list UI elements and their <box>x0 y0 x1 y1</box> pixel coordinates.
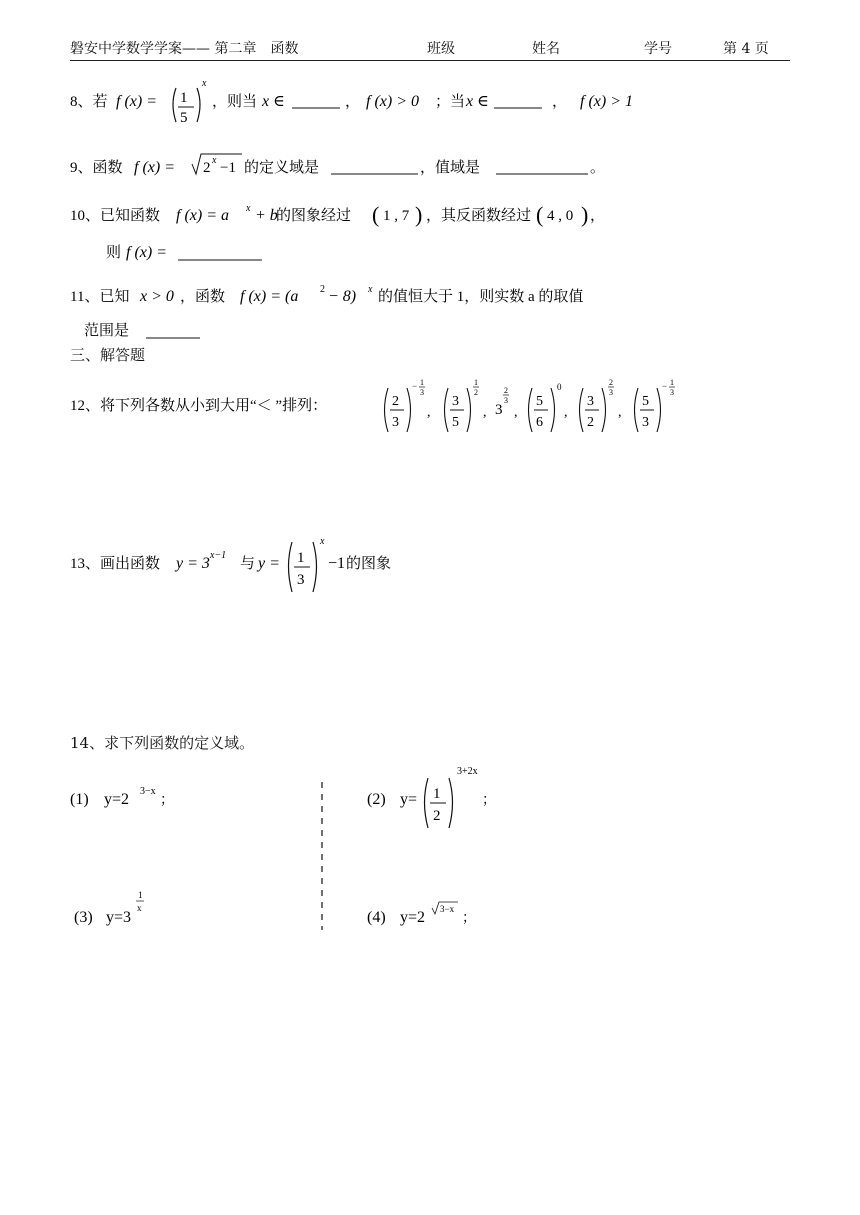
question-9-formula <box>70 148 790 182</box>
svg-text:2: 2 <box>320 284 325 295</box>
svg-text:y=: y= <box>400 791 418 808</box>
svg-text:1: 1 <box>670 378 674 387</box>
question-10 <box>70 198 790 270</box>
q13-text1: 13、画出函数 <box>70 556 161 572</box>
question-11 <box>70 282 790 342</box>
question-12 <box>70 380 790 440</box>
question-8 <box>70 72 790 128</box>
part-3-label: (3) <box>74 909 93 926</box>
svg-text:−1: −1 <box>328 555 346 572</box>
q8-number: 8、若 <box>70 94 108 110</box>
q9-number: 9、函数 <box>70 160 123 176</box>
svg-text:5: 5 <box>452 415 459 430</box>
svg-text:y=2: y=2 <box>400 909 426 926</box>
svg-text:f (x) =: f (x) = <box>126 244 167 261</box>
name-label: 姓名 <box>532 41 560 57</box>
q8-x-in: x ∈ <box>262 93 285 110</box>
q8-text1: ，则当 <box>212 94 258 110</box>
svg-text:；: ； <box>160 793 174 808</box>
svg-text:,: , <box>514 405 518 420</box>
svg-text:3+2x: 3+2x <box>457 766 478 777</box>
svg-text:3: 3 <box>452 394 459 409</box>
q8-exponent: x <box>202 78 207 89</box>
svg-text:6: 6 <box>536 415 543 430</box>
svg-text:2: 2 <box>392 394 399 409</box>
svg-text:(: ( <box>536 202 544 227</box>
svg-text:−: − <box>412 381 418 391</box>
svg-text:，其反函数经过: ，其反函数经过 <box>426 208 532 224</box>
svg-text:的值恒大于 1，则实数 a 的取值: 的值恒大于 1，则实数 a 的取值 <box>378 289 584 305</box>
svg-text:1: 1 <box>138 890 143 900</box>
svg-text:x: x <box>212 155 217 166</box>
q13-text3: 的图象 <box>346 556 392 572</box>
page-number: 第 4 页 <box>723 41 769 57</box>
svg-text:y = 3: y = 3 <box>176 555 210 572</box>
svg-text:0: 0 <box>557 382 562 392</box>
svg-text:1: 1 <box>420 378 424 387</box>
svg-text:,: , <box>427 405 431 420</box>
svg-text:3: 3 <box>504 396 508 405</box>
svg-text:3: 3 <box>495 402 503 418</box>
question-9 <box>70 148 790 182</box>
svg-text:): ) <box>581 202 589 227</box>
q11-number: 11、已知 <box>70 289 130 305</box>
svg-text:− 8): − 8) <box>328 288 357 305</box>
svg-text:，: ， <box>552 94 568 110</box>
svg-text:x: x <box>368 284 373 295</box>
svg-text:x: x <box>246 203 251 214</box>
q8-function: f (x) = <box>116 93 157 110</box>
svg-text:5: 5 <box>536 394 543 409</box>
svg-text:；当: ；当 <box>435 94 466 110</box>
section-heading: 三、解答题 <box>70 346 146 364</box>
svg-text:3: 3 <box>670 388 674 397</box>
q12-text: 12、将下列各数从小到大用“＜ ”排列： <box>70 398 328 414</box>
svg-text:的图象经过: 的图象经过 <box>276 208 352 224</box>
svg-text:3: 3 <box>420 388 424 397</box>
svg-text:+ b: + b <box>255 207 278 224</box>
q8-condition-1: f (x) > 0 <box>366 93 419 110</box>
svg-text:y =: y = <box>258 555 280 572</box>
svg-text:，: ， <box>345 94 361 110</box>
question-13-formula <box>70 534 790 594</box>
q8-condition-2: f (x) > 1 <box>580 93 633 110</box>
q9-text2: ，值域是 <box>420 160 481 176</box>
question-14-parts <box>70 766 790 940</box>
svg-text:(: ( <box>372 202 380 227</box>
question-12-formula <box>70 380 790 440</box>
svg-text:则: 则 <box>106 245 122 261</box>
svg-text:，函数: ，函数 <box>180 289 226 305</box>
svg-text:x: x <box>137 903 142 913</box>
svg-text:3−x: 3−x <box>140 786 156 797</box>
q10-point-2: 4 , 0 <box>547 208 574 224</box>
question-8-formula <box>70 72 790 128</box>
svg-text:；: ； <box>462 911 476 926</box>
svg-text:2: 2 <box>203 160 211 176</box>
svg-text:): ) <box>415 202 423 227</box>
svg-text:3: 3 <box>642 415 649 430</box>
svg-text:,: , <box>618 405 622 420</box>
svg-text:y=2: y=2 <box>104 791 130 808</box>
svg-text:2: 2 <box>433 808 441 824</box>
svg-text:，: ， <box>590 208 606 224</box>
page-header <box>70 38 790 61</box>
class-label: 班级 <box>427 41 455 57</box>
svg-text:；: ； <box>482 793 496 808</box>
svg-text:f (x) = a: f (x) = a <box>176 207 229 224</box>
svg-text:3: 3 <box>297 572 305 588</box>
svg-text:2: 2 <box>609 378 613 387</box>
svg-text:2: 2 <box>587 415 594 430</box>
svg-text:与: 与 <box>240 556 256 572</box>
part-4-label: (4) <box>367 909 386 926</box>
question-14-formulas <box>70 766 790 940</box>
worksheet-title: 磐安中学数学学案—— 第二章 函数 <box>70 41 299 57</box>
q11-text3: 范围是 <box>84 323 130 339</box>
q9-text1: 的定义域是 <box>244 160 320 176</box>
svg-text:3: 3 <box>587 394 594 409</box>
svg-text:y=3: y=3 <box>106 909 132 926</box>
svg-text:f (x) =: f (x) = <box>134 159 175 176</box>
part-2-label: (2) <box>367 791 386 808</box>
svg-text:x ∈: x ∈ <box>466 93 489 110</box>
q10-point-1: 1 , 7 <box>383 208 410 224</box>
q10-number: 10、已知函数 <box>70 208 161 224</box>
svg-text:2: 2 <box>504 386 508 395</box>
svg-text:5: 5 <box>642 394 649 409</box>
svg-text:。: 。 <box>590 160 606 176</box>
svg-text:3: 3 <box>609 388 613 397</box>
question-10-formula <box>70 198 790 270</box>
question-13 <box>70 534 790 594</box>
svg-text:f (x) = (a: f (x) = (a <box>240 288 299 305</box>
svg-text:,: , <box>564 405 568 420</box>
svg-text:1: 1 <box>433 786 441 802</box>
svg-text:3: 3 <box>392 415 399 430</box>
question-11-formula <box>70 282 790 342</box>
svg-text:−1: −1 <box>220 160 236 176</box>
svg-text:1: 1 <box>297 550 305 566</box>
svg-text:−: − <box>662 381 668 391</box>
student-id-label: 学号 <box>644 41 672 57</box>
svg-text:3−x: 3−x <box>440 904 455 914</box>
svg-text:,: , <box>483 405 487 420</box>
svg-text:x: x <box>320 536 325 547</box>
q8-fraction-den: 5 <box>180 110 188 126</box>
q8-fraction-num: 1 <box>180 90 188 106</box>
part-1-label: (1) <box>70 791 89 808</box>
svg-text:x > 0: x > 0 <box>140 288 174 305</box>
question-14-text: 14、求下列函数的定义域。 <box>70 734 255 752</box>
svg-text:2: 2 <box>474 388 478 397</box>
svg-text:x−1: x−1 <box>210 550 227 561</box>
svg-text:1: 1 <box>474 378 478 387</box>
